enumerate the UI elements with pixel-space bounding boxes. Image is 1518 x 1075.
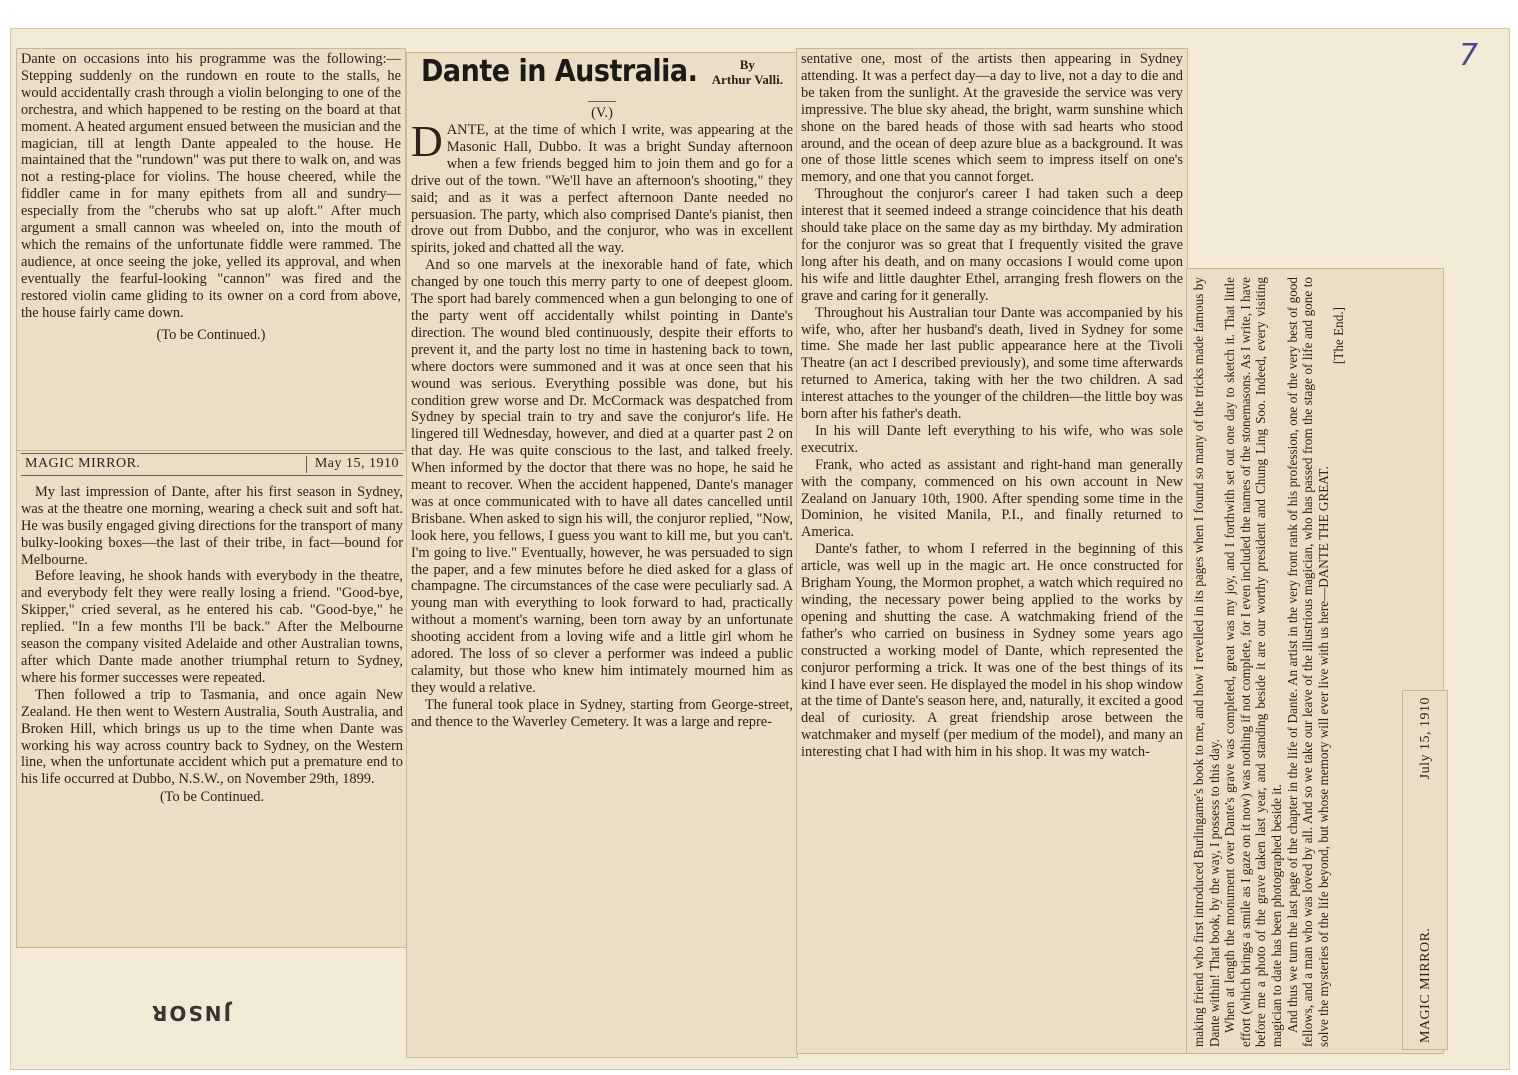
article-paragraph: making friend who first introduced Burlingame's book to me, and how I revelled in its pages when I found so many of the tricks made famous by Dante within! That book, by the way, I possess to this day. <box>1191 277 1222 1047</box>
article-paragraph: The funeral took place in Sydney, starting from George-street, and thence to the Waverley Cemetery. It was a large and repre- <box>411 696 793 730</box>
the-end: [The End.] <box>1331 307 1347 365</box>
article-paragraph: When at length the monument over Dante's grave was completed, great was my joy, and I forthwith set out one day to sketch it. That little effort (which brings a smile as I gaze on it now) was nothing if not complete, for I even included the names of the stonemasons. As I write, I have before me a photo of the grave taken last year, and standing beside it are our worthy president and Chung Ling Soo. Indeed, every visiting magician to date has been photographed beside it. <box>1222 277 1284 1047</box>
article-first-paragraph <box>411 117 793 257</box>
title-rule <box>588 101 616 102</box>
byline-author: Arthur Valli. <box>711 72 783 87</box>
article-paragraph: My last impression of Dante, after his first season in Sydney, was at the theatre one morning, wearing a check suit and soft hat. He was busily engaged giving directions for the transport of many bulky-looking boxes—the last of their tribe, in fact—bound for Melbourne. <box>21 483 403 568</box>
article-paragraph: Frank, who acted as assistant and right-hand man generally with the company, commenced on his own account in New Zealand on January 10th, 1900. After spending some time in the Dominion, he visited Manila, P.I., and finally returned to America. <box>801 456 1183 541</box>
part-number: (V.) <box>591 105 613 121</box>
drop-cap: D <box>411 117 443 166</box>
clipping-col2 <box>406 52 798 1058</box>
article-paragraph: Dante on occasions into his programme was the following:—Stepping suddenly on the rundown en route to the stalls, he would accidentally crash through a violin belonging to one of the orchestra, and which happened to be resting on the board at that moment. A heated argument ensued between the musician and the magician, till at length Dante appealed to the house. He maintained that the "rundown" was put there to walk on, and was not a resting-place for violins. The house cheered, while the fiddler came in for many epithets from all and sundry—especially from the "cherubs who sat up aloft." After much argument a small cannon was wheeled on, into the mouth of which the remains of the unfortunate fiddle were rammed. The audience, at once seeing the joke, yelled its approval, and when eventually the fearful-looking "cannon" was fired and the restored violin came gliding to its owner on a cord from above, the house fairly came down. <box>21 51 401 321</box>
publication-name: MAGIC MIRROR. <box>1418 927 1433 1043</box>
clipping-col1-top <box>16 48 406 459</box>
article-paragraph: Throughout the conjuror's career I had taken such a deep interest that it seemed indeed a strange coincidence that his death should take place on the same day as my birthday. My admiration for the conjuror was so great that I frequently visited the grave long after his death, and on many occasions I would come upon his wife and little daughter Ethel, arranging fresh flowers on the grave and caring for it generally. <box>801 186 1183 304</box>
article-paragraph: And thus we turn the last page of the chapter in the life of Dante. An artist in the very front rank of his profession, one of the very best of good fellows, and a man who was loved by all. And so we take our leave of the illustrious magician, who has passed from the stage of life and gone to solve the mysteries of the life beyond, but whose memory will ever live with us here—DANTE THE GREAT. <box>1284 277 1331 1047</box>
publication-date: May 15, 1910 <box>306 456 399 473</box>
rotated-header-block <box>1413 697 1439 1043</box>
article-paragraph: Throughout his Australian tour Dante was accompanied by his wife, who, after her husband's death, lived in Sydney for some time. She made her last public appearance here at the Tivoli Theatre (an act I described previously), and some time afterwards returned to America, taking with her the two children. A sad interest attaches to the younger of the children—the little boy was born after his father's death. <box>801 304 1183 423</box>
article-paragraph: And so one marvels at the inexorable hand of fate, which changed by one touch this merry party to one of deepest gloom. The sport had barely commenced when a gun belonging to one of the party went off accidentally whilst pointing in Dante's direction. The wound bled continuously, despite their efforts to prevent it, and the party lost no time in hastening back to town, where doctors were summoned and it was at once seen that his wound was serious. Everything possible was done, but his condition grew worse and Dr. McCormack was despatched from Sydney by special train to try and save the conjuror's life. He lingered till Wednesday, however, and died at a quarter past 2 on that day. He was quite conscious to the last, and talked freely. When informed by the doctor that there was no hope, he said he meant to recover. When the accident happened, Dante's manager was at once communicated with to have all dates cancelled until Brisbane. When asked to sign his will, the conjuror replied, "Now, look here, you fellows, I guess you want to kill me, but you can't. I'm going to live." Eventually, however, he was persuaded to sign the paper, and a few minutes before he died asked for a glass of champagne. The circumstances of the case were peculiarly sad. A young man with everything to look forward to had, practically without a moment's warning, been torn away by an unfortunate shooting accident from a loving wife and a little girl whom he adored. The loss of so clever a performer was indeed a public calamity, but those who knew him intimately mourned him as they would a relative. <box>411 257 793 696</box>
to-be-continued: (To be Continued.) <box>156 326 266 343</box>
clipping-col3 <box>796 48 1188 1054</box>
page-number: 7 <box>1459 38 1479 73</box>
publication-date: July 15, 1910 <box>1418 697 1433 780</box>
article-paragraph: In his will Dante left everything to his wife, who was sole executrix. <box>801 422 1183 456</box>
article-title: Dante in Australia. <box>421 53 698 89</box>
byline-by: By <box>739 57 755 72</box>
article-paragraph: Then followed a trip to Tasmania, and once again New Zealand. He then went to Western Australia, South Australia, and Broken Hill, which brings us up to the time when Dante was working his way across country back to Sydney, on the Western line, when the unfortunate accident which put a premature end to his life occurred at Dubbo, N.S.W., on November 29th, 1899. <box>21 686 403 788</box>
clipping-col1-bottom <box>16 450 408 948</box>
publication-name: MAGIC MIRROR. <box>25 456 141 471</box>
first-paragraph-text: ANTE, at the time of which I write, was appearing at the Masonic Hall, Dubbo. It was a bright Sunday afternoon when a few friends begged him to join them and go for a drive out of the town. "We'll have an afternoon's shooting," they said; and as it was a perfect afternoon Dante needed no persuasion. The party, which also comprised Dante's pianist, then drove out from Dubbo, and the conjuror, who was in excellent spirits, joked and chatted all the way. <box>411 122 793 257</box>
byline <box>712 57 783 87</box>
clipping-header <box>21 453 403 476</box>
article-heading <box>411 53 793 89</box>
ink-stamp: JNSOR <box>150 1001 231 1025</box>
article-paragraph: Before leaving, he shook hands with everybody in the theatre, and everybody felt they were really losing a friend. "Good-bye, Skipper," cried several, as he entered his cab. "Good-bye," he replied. "In a few months I'll be back." After the Melbourne season the company visited Adelaide and other Australian towns, after which Dante made another triumphal return to Sydney, where his former successes were repeated. <box>21 568 403 686</box>
clipping-rotated-header <box>1402 690 1448 1050</box>
article-paragraph: sentative one, most of the artists then appearing in Sydney attending. It was a perfect day—a day to live, not a day to die and be taken from the sunlight. At the graveside the service was very impressive. The blue sky ahead, the bright, warm sunshine which shone on the bared heads of those with sad hearts who stood around, and the ocean of deep azure blue as a background. It was one of those little scenes which seem to impress itself on one's memory, and one that you cannot forget. <box>801 51 1183 186</box>
to-be-continued: (To be Continued. <box>159 789 265 806</box>
article-paragraph: Dante's father, to whom I referred in the beginning of this article, was well up in the magic art. He once constructed for Brigham Young, the Mormon prophet, a watch which required no winding, the necessary power being applied to the works by opening and shutting the case. A watchmaking friend of the father's who carried on business in Sydney some years ago constructed a working model of Dante, which represented the conjuror performing a trick. It was one of the best things of its kind I have ever seen. He displayed the model in his shop window at the time of Dante's season here, and, naturally, it excited a good deal of curiosity. A great friendship arose between the watchmaker and myself (per medium of the model), and many an interesting chat I had with him in his shop. It was my watch- <box>801 541 1183 761</box>
